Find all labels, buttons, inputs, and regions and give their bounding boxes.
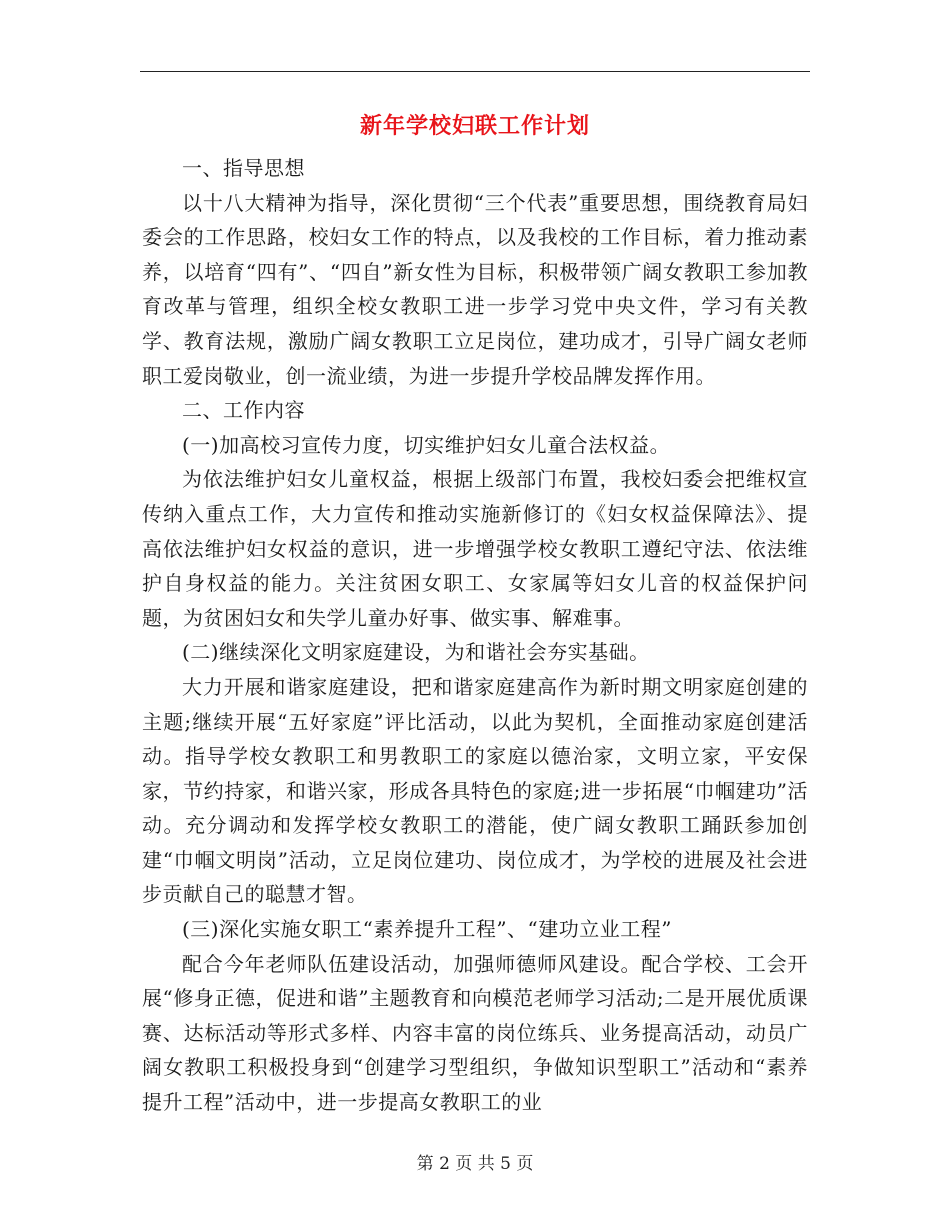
page-number-footer: 第 2 页 共 5 页 (416, 1154, 534, 1174)
section-heading-guiding-ideology: 一、指导思想 (182, 156, 305, 180)
document-body (142, 151, 808, 1120)
paragraph-rights-protection: 为依法维护妇女儿童权益，根据上级部门布置，我校妇委会把维权宣传纳入重点工作，大力宣传和推动实施新修订的《妇女权益保障法》、提高依法维护妇女权益的意识，进一步增强学校女教职工遵纪守法、依法维护自身权益的能力。关注贫困女职工、女家属等妇女儿音的权益保护问题，为贫困妇女和失学儿童办好事、做实事、解难事。 (142, 467, 808, 630)
paragraph-family-building: 大力开展和谐家庭建设，把和谐家庭建高作为新时期文明家庭创建的主题;继续开展“五好家庭”评比活动，以此为契机，全面推动家庭创建活动。指导学校女教职工和男教职工的家庭以德治家，文明立家，平安保家，节约持家，和谐兴家，形成各具特色的家庭;进一步拓展“巾帼建功”活动。充分调动和发挥学校女教职工的潜能，使广阔女教职工踊跃参加创建“巾帼文明岗”活动，立足岗位建功、岗位成才，为学校的进展及社会进步贡献自己的聪慧才智。 (142, 674, 808, 907)
section-heading-work-content: 二、工作内容 (182, 398, 305, 423)
document-title: 新年学校妇联工作计划 (359, 113, 590, 139)
subheading-family-building: (二)继续深化文明家庭建设，为和谐社会夯实基础。 (182, 640, 650, 665)
header-rule (140, 71, 810, 72)
paragraph-guiding-ideology: 以十八大精神为指导，深化贯彻“三个代表”重要思想，围绕教育局妇委会的工作思路，校妇女工作的特点，以及我校的工作目标，着力推动素养，以培育“四有”、“四自”新女性为目标，积极带领广阔女教职工参加教育改革与管理，组织全校女教职工进一步学习党中央文件，学习有关教学、教育法规，激励广阔女教职工立足岗位，建功成才，引导广阔女老师职工爱岗敬业，创一流业绩，为进一步提升学校品牌发挥作用。 (142, 190, 808, 388)
subheading-quality-improvement: (三)深化实施女职工“素养提升工程”、“建功立业工程” (182, 917, 673, 942)
paragraph-quality-improvement: 配合今年老师队伍建设活动，加强师德师风建设。配合学校、工会开展“修身正德，促进和谐”主题教育和向模范老师学习活动;二是开展优质课赛、达标活动等形式多样、内容丰富的岗位练兵、业务提高活动，动员广阔女教职工积极投身到“创建学习型组织，争做知识型职工”活动和“素养提升工程”活动中，进一步提高女教职工的业 (142, 951, 808, 1115)
subheading-rights-protection: (一)加高校习宣传力度，切实维护妇女儿童合法权益。 (182, 432, 671, 457)
